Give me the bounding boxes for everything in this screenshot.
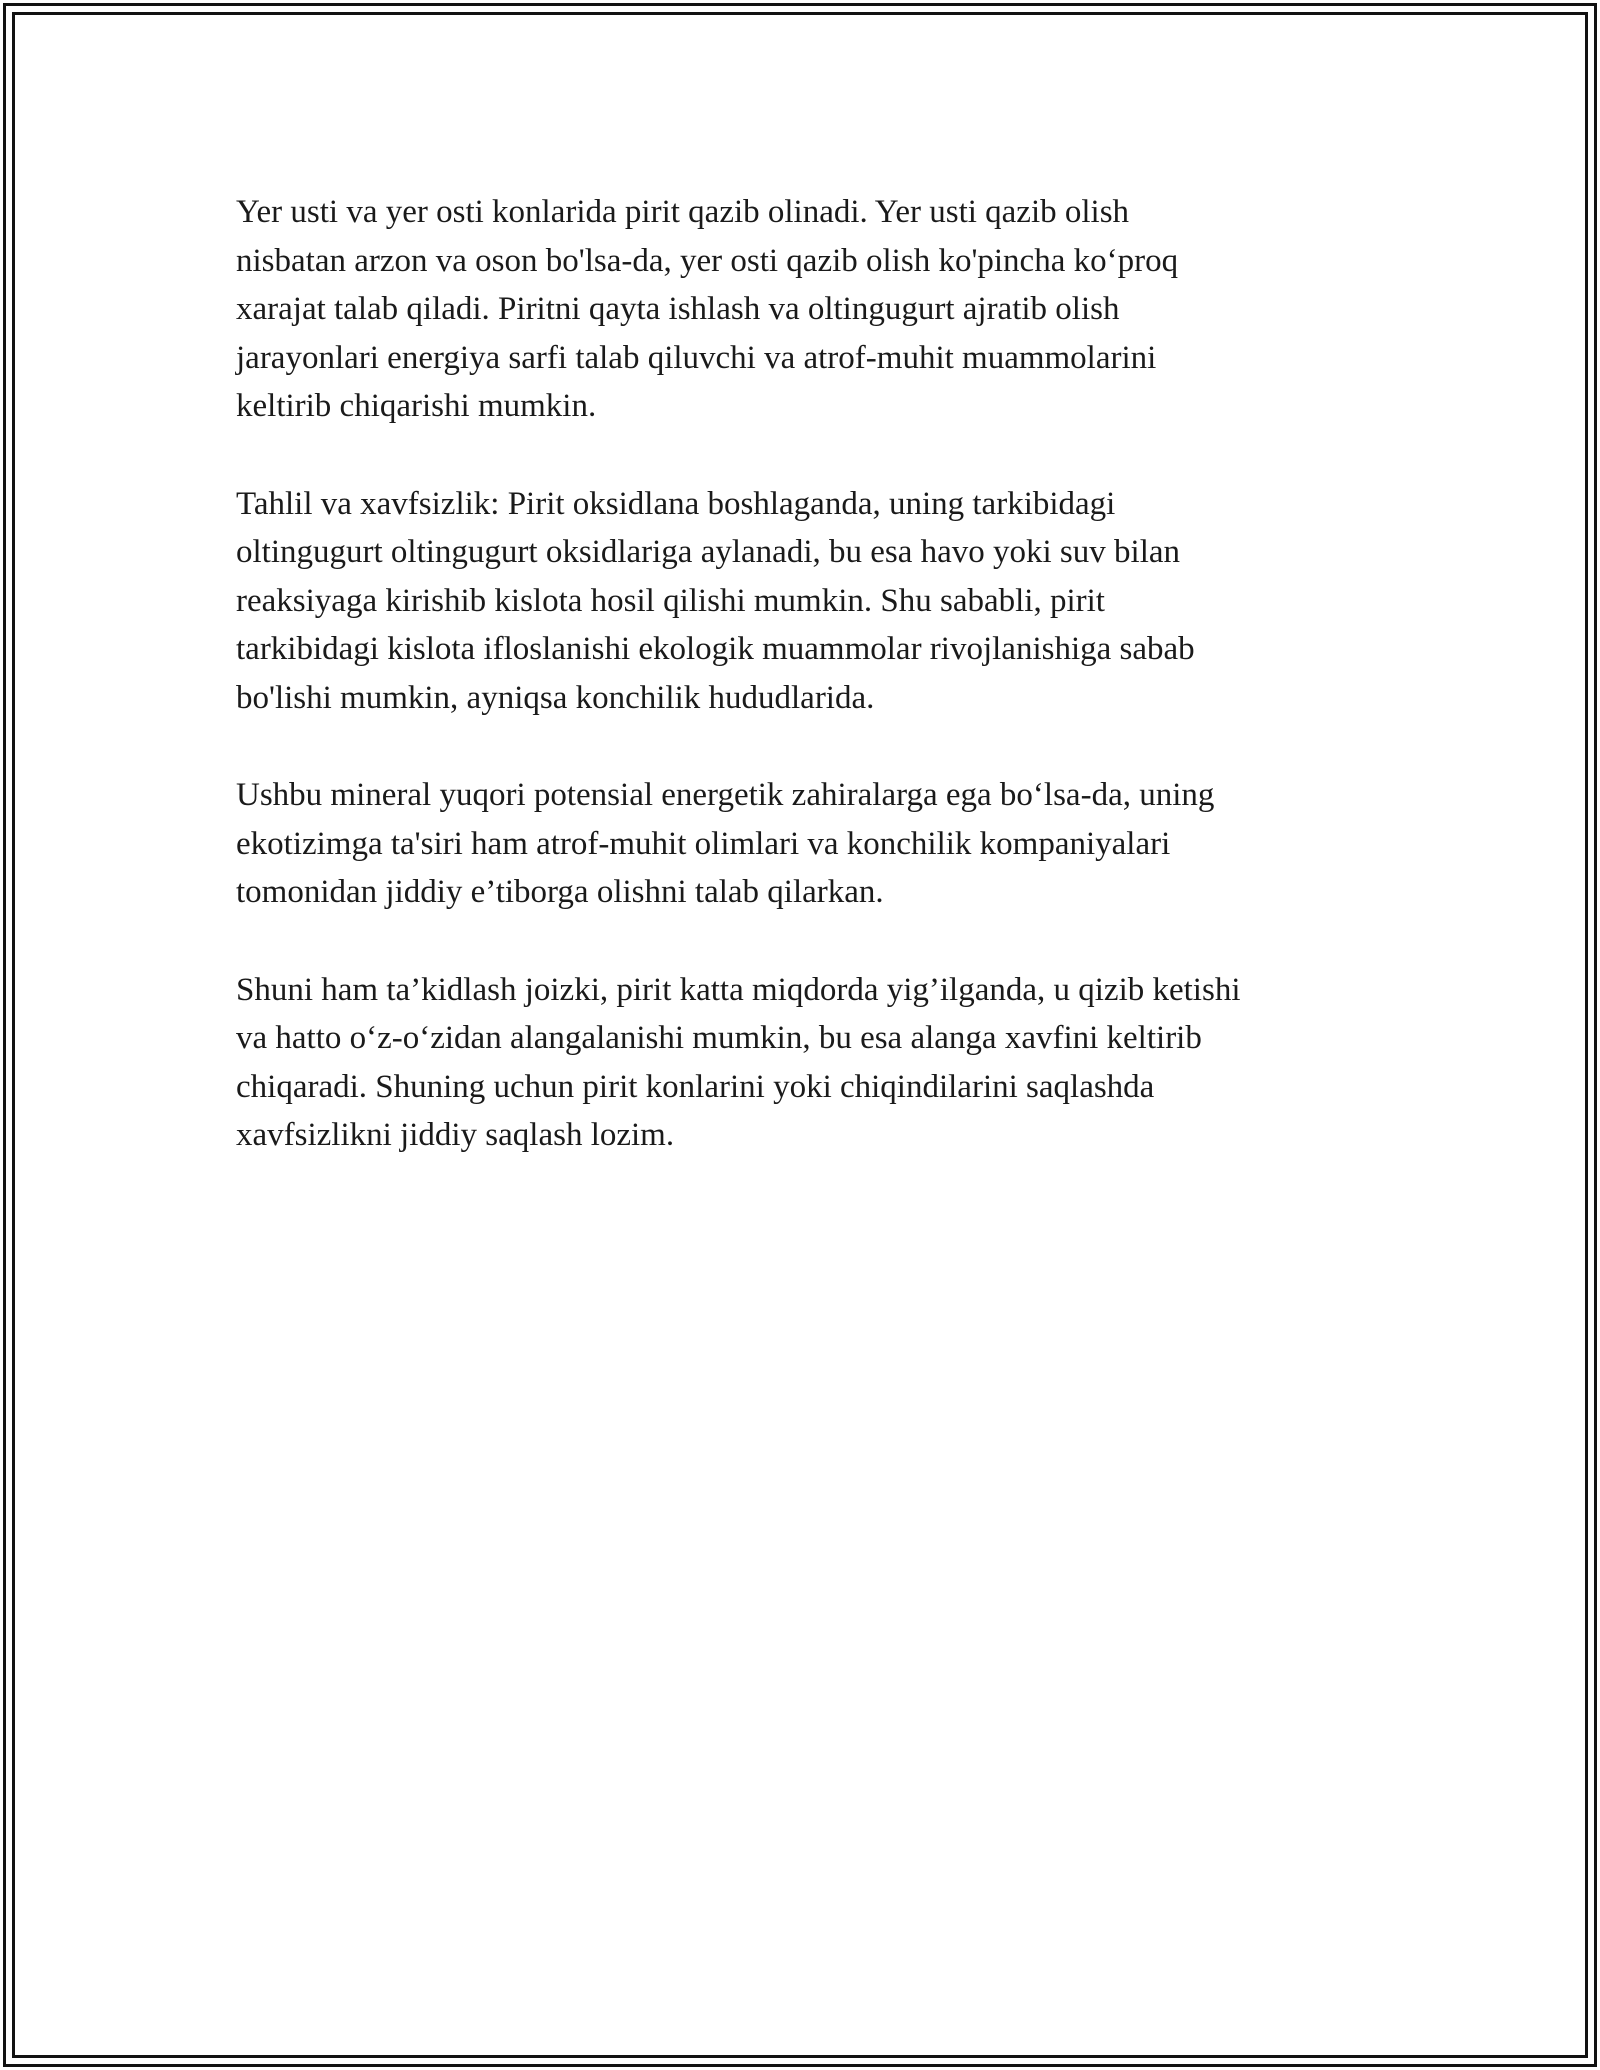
paragraph-fire-hazard: Shuni ham ta’kidlash joizki, pirit katta miqdorda yig’ilganda, u qizib ketishi va hatto o‘z-o‘zidan alangalanishi mumkin, bu esa alanga xavfini keltirib chiqaradi. Shuning uchun pirit konlarini yoki chiqindilarini saqlashda xavfsizlikni jiddiy saqlash lozim. — [236, 971, 1241, 1153]
paragraph-mining: Yer usti va yer osti konlarida pirit qazib olinadi. Yer usti qazib olish nisbatan arzon va oson bo'lsa-da, yer osti qazib olish ko'pincha ko‘proq xarajat talab qiladi. Piritni qayta ishlash va oltingugurt ajratib olish jarayonlari energiya sarfi talab qiluvchi va atrof-muhit muammolarini keltirib chiqarishi mumkin. — [236, 194, 1179, 424]
paragraph-analysis-safety: Tahlil va xavfsizlik: Pirit oksidlana boshlaganda, uning tarkibidagi oltingugurt oltingugurt oksidlariga aylanadi, bu esa havo yoki suv bilan reaksiyaga kirishib kislota hosil qilishi mumkin. Shu sababli, pirit tarkibidagi kislota ifloslanishi ekologik muammolar rivojlanishiga sabab bo'lishi mumkin, ayniqsa konchilik hududlarida. — [236, 485, 1195, 716]
document-body — [236, 188, 1366, 1209]
paragraph-ecosystem-impact: Ushbu mineral yuqori potensial energetik zahiralarga ega bo‘lsa-da, uning ekotizimga ta'siri ham atrof-muhit olimlari va konchilik kompaniyalari tomonidan jiddiy e’tiborga olishni talab qilarkan. — [236, 777, 1215, 910]
